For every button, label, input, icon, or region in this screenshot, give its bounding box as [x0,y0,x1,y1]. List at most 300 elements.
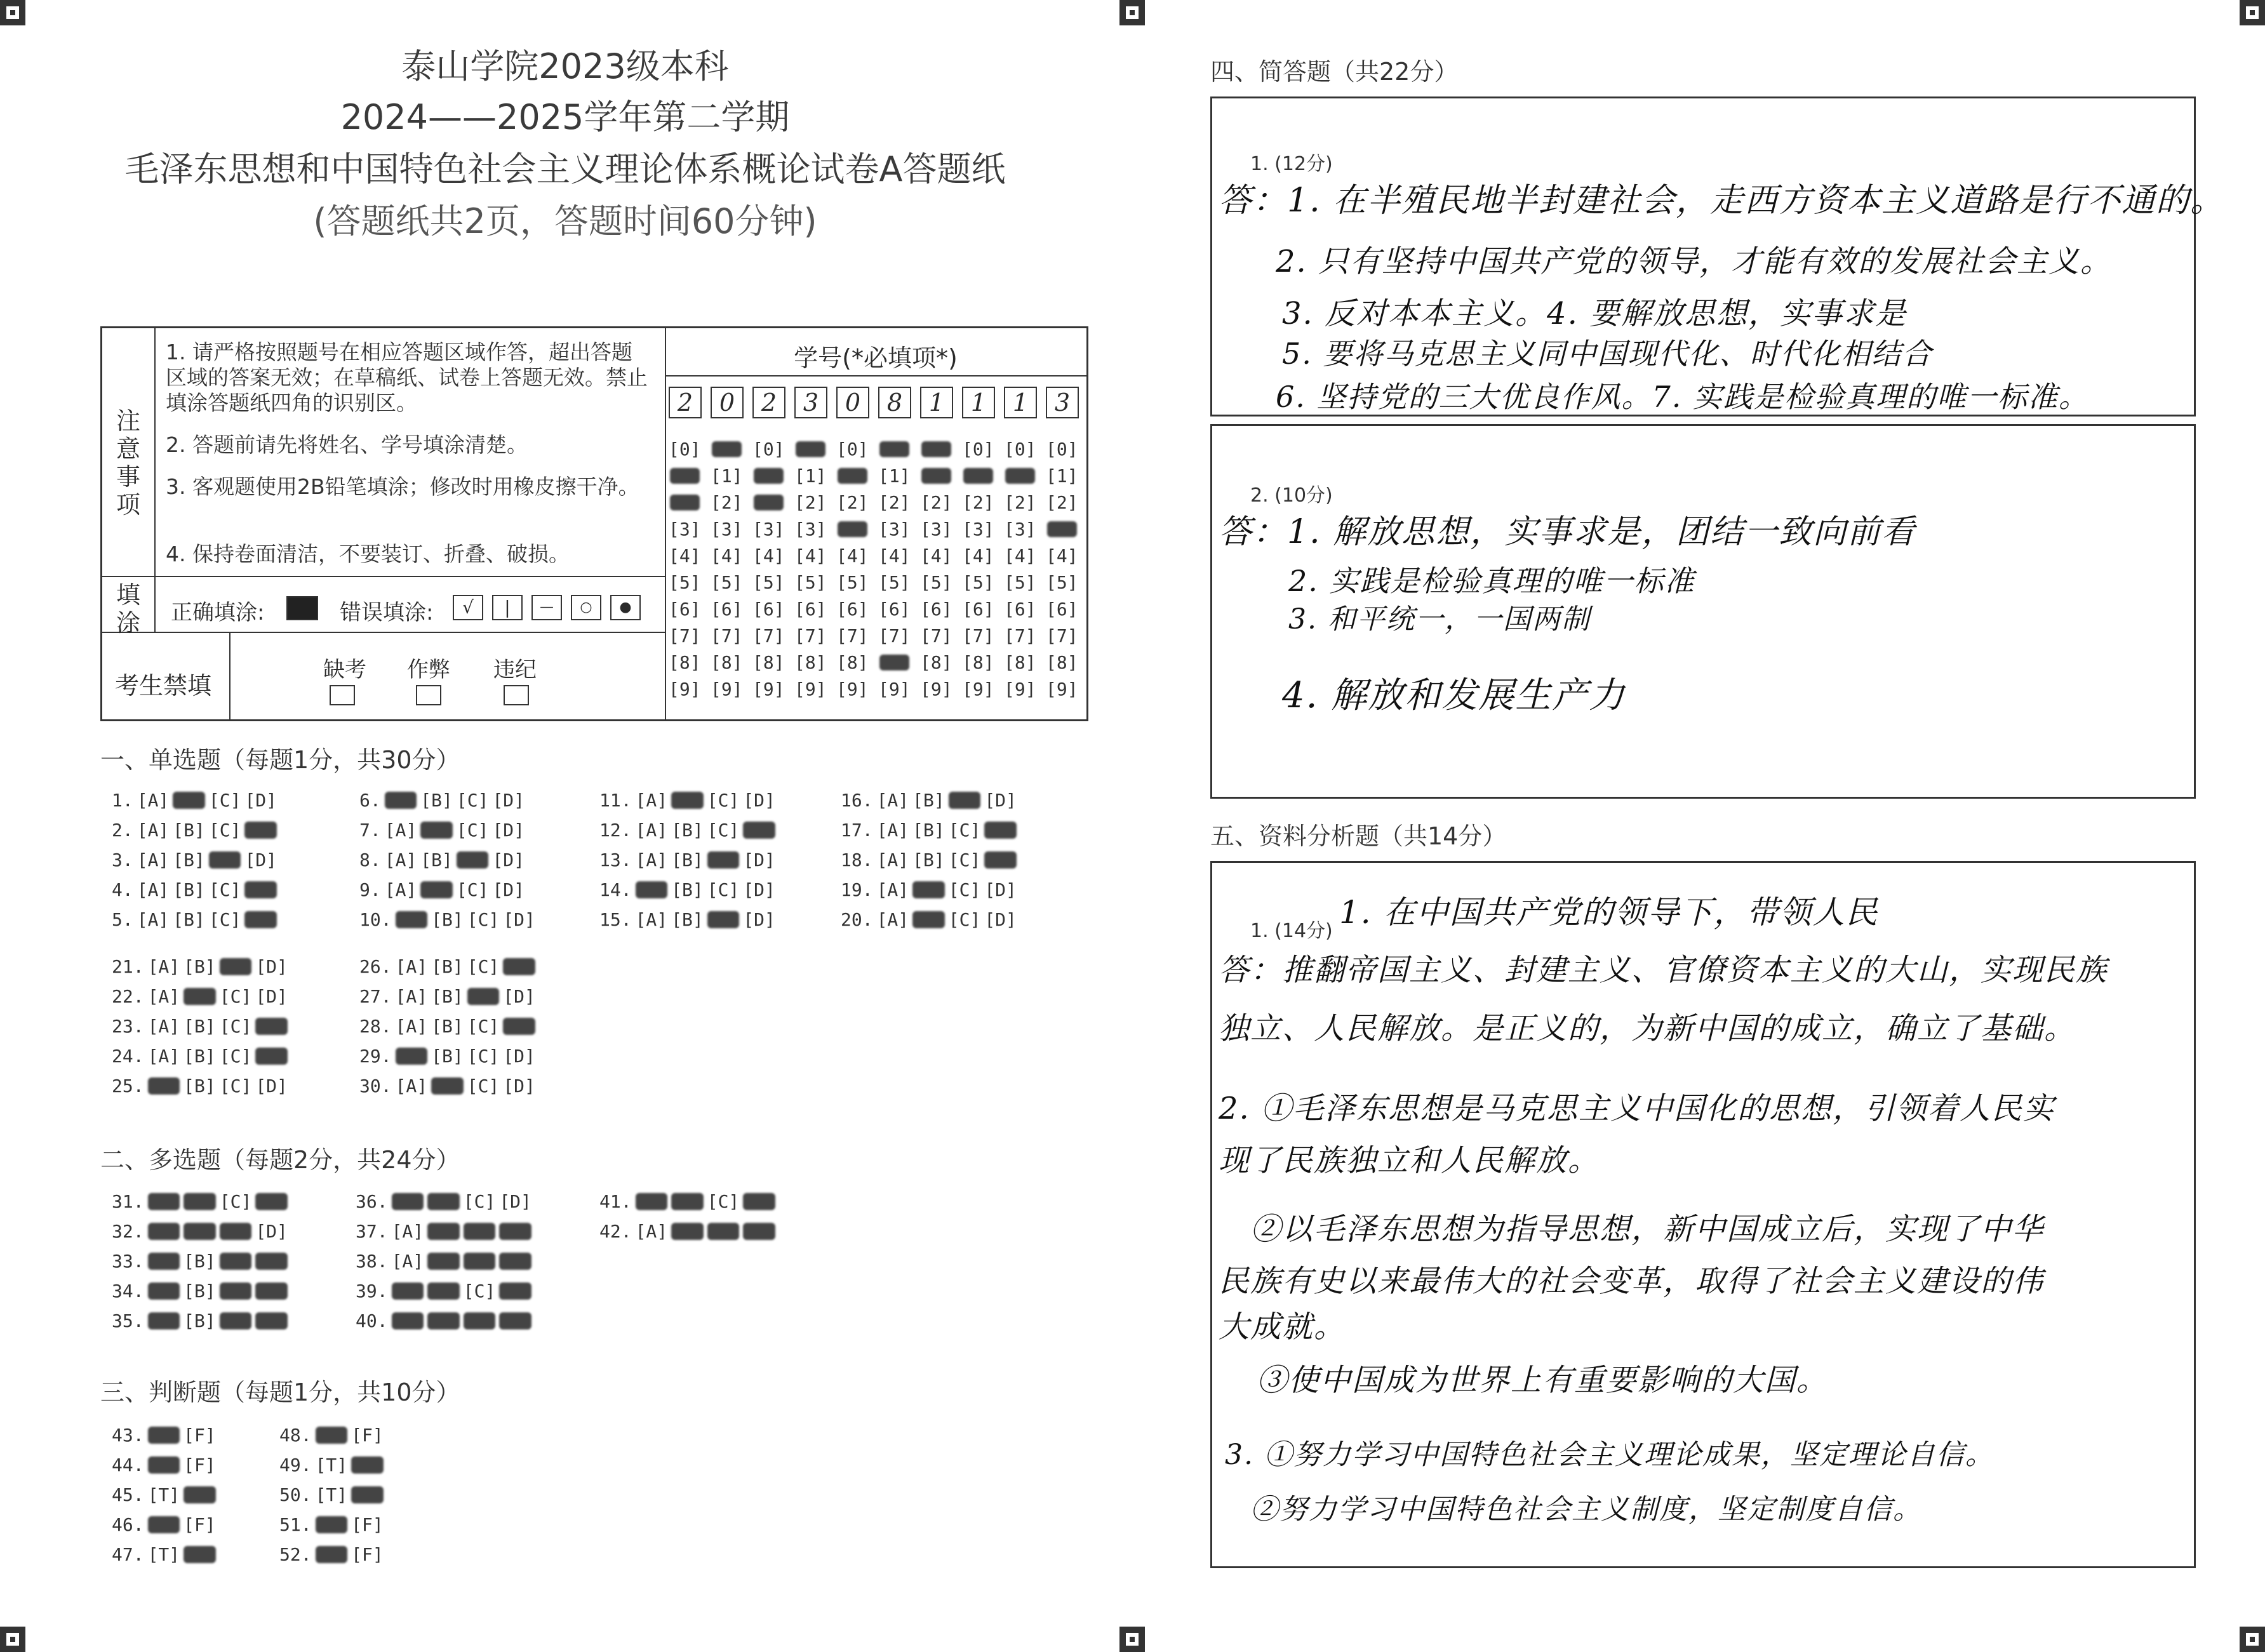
student-id-bubble[interactable]: [2] [836,492,869,513]
answer-bubble[interactable]: [A] [384,879,417,900]
student-id-bubble[interactable]: [8] [1004,652,1036,673]
student-id-bubble[interactable]: [5] [752,572,785,593]
student-id-bubble[interactable]: [9] [711,679,743,700]
answer-bubble[interactable]: [D] [503,986,535,1007]
student-id-bubble[interactable]: [9] [794,679,827,700]
answer-bubble[interactable] [499,1310,531,1331]
answer-bubble[interactable]: [C] [219,1191,252,1212]
student-id-bubble[interactable]: [6] [794,599,827,620]
student-id-bubble[interactable] [711,439,743,460]
student-id-bubble[interactable]: [7] [878,625,911,646]
answer-bubble[interactable]: [A] [876,820,909,841]
answer-bubble[interactable]: [F] [351,1425,384,1446]
answer-bubble[interactable] [707,849,740,870]
student-id-digit[interactable]: 2 [752,387,785,418]
answer-bubble[interactable]: [B] [173,849,205,870]
student-id-bubble[interactable]: [8] [836,652,869,673]
answer-bubble[interactable] [351,1455,384,1475]
answer-bubble[interactable]: [B] [173,820,205,841]
answer-bubble[interactable]: [A] [137,909,170,930]
answer-bubble[interactable]: [C] [463,1191,496,1212]
answer-bubble[interactable]: [C] [219,1016,252,1037]
student-id-bubble[interactable]: [3] [878,519,911,540]
answer-bubble[interactable] [255,1281,288,1302]
answer-bubble[interactable]: [C] [219,1076,252,1096]
student-id-bubble[interactable]: [7] [1046,625,1078,646]
answer-bubble[interactable]: [B] [431,986,464,1007]
student-id-bubble[interactable]: [4] [669,545,701,566]
answer-bubble[interactable]: [A] [147,986,180,1007]
answer-bubble[interactable]: [D] [255,1076,288,1096]
answer-bubble[interactable] [912,909,945,930]
answer-bubble[interactable]: [C] [467,956,500,977]
student-id-bubble[interactable]: [9] [752,679,785,700]
answer-bubble[interactable]: [C] [208,879,241,900]
student-id-bubble[interactable]: [0] [1004,439,1036,460]
student-id-bubble[interactable]: [4] [1046,545,1078,566]
student-id-bubble[interactable]: [3] [962,519,994,540]
student-id-bubble[interactable] [752,465,785,486]
answer-bubble[interactable] [184,986,216,1007]
answer-bubble[interactable] [984,820,1017,841]
answer-bubble[interactable]: [C] [948,849,981,870]
student-id-bubble[interactable]: [7] [711,625,743,646]
answer-bubble[interactable]: [C] [456,879,489,900]
answer-bubble[interactable]: [D] [499,1191,531,1212]
student-id-digit[interactable]: 0 [836,387,869,418]
answer-bubble[interactable]: [D] [743,849,775,870]
analysis-answer-box[interactable] [1210,861,2196,1568]
student-id-digit[interactable]: 1 [920,387,953,418]
answer-bubble[interactable]: [C] [948,879,981,900]
answer-bubble[interactable] [503,956,535,977]
student-id-bubble[interactable]: [6] [752,599,785,620]
answer-bubble[interactable]: [D] [492,879,525,900]
answer-bubble[interactable]: [A] [147,956,180,977]
answer-bubble[interactable] [148,1455,180,1475]
answer-bubble[interactable] [396,1046,428,1067]
student-id-bubble[interactable]: [4] [752,545,785,566]
answer-bubble[interactable]: [A] [137,849,170,870]
answer-bubble[interactable]: [B] [420,790,453,811]
answer-bubble[interactable] [707,1221,740,1242]
student-id-bubble[interactable]: [6] [878,599,911,620]
answer-bubble[interactable] [148,1221,180,1242]
answer-bubble[interactable] [636,879,668,900]
answer-bubble[interactable]: [A] [395,1076,428,1096]
answer-bubble[interactable]: [C] [707,1191,740,1212]
answer-bubble[interactable] [351,1484,384,1505]
answer-bubble[interactable]: [B] [431,1016,464,1037]
answer-bubble[interactable]: [A] [137,879,170,900]
answer-bubble[interactable] [464,1251,496,1272]
student-id-bubble[interactable] [794,439,827,460]
answer-bubble[interactable]: [A] [391,1251,424,1272]
answer-bubble[interactable] [427,1191,460,1212]
student-id-bubble[interactable]: [7] [1004,625,1036,646]
answer-bubble[interactable] [184,1484,216,1505]
answer-bubble[interactable]: [A] [876,909,909,930]
answer-bubble[interactable] [420,820,453,841]
student-id-digit[interactable]: 8 [878,387,911,418]
answer-bubble[interactable]: [B] [184,1076,216,1096]
answer-bubble[interactable]: [C] [467,1076,500,1096]
student-id-bubble[interactable]: [4] [1004,545,1036,566]
answer-bubble[interactable]: [F] [184,1514,216,1535]
answer-bubble[interactable] [316,1514,348,1535]
answer-bubble[interactable]: [A] [147,1046,180,1067]
student-id-bubble[interactable]: [6] [1046,599,1078,620]
student-id-bubble[interactable]: [5] [920,572,952,593]
student-id-bubble[interactable] [920,439,952,460]
student-id-bubble[interactable]: [8] [752,652,785,673]
student-id-bubble[interactable]: [9] [920,679,952,700]
student-id-bubble[interactable]: [8] [1046,652,1078,673]
answer-bubble[interactable] [499,1251,531,1272]
answer-bubble[interactable]: [B] [184,1310,216,1331]
student-id-bubble[interactable]: [5] [1004,572,1036,593]
student-id-bubble[interactable]: [0] [836,439,869,460]
student-id-bubble[interactable]: [5] [962,572,994,593]
answer-bubble[interactable]: [B] [671,909,704,930]
answer-bubble[interactable]: [A] [635,790,668,811]
answer-bubble[interactable]: [A] [384,849,417,870]
answer-bubble[interactable] [148,1425,180,1446]
answer-bubble[interactable] [255,1016,288,1037]
student-id-bubble[interactable]: [2] [878,492,911,513]
answer-bubble[interactable] [392,1310,424,1331]
answer-bubble[interactable]: [A] [395,956,428,977]
answer-bubble[interactable] [464,1221,496,1242]
student-id-bubble[interactable]: [7] [836,625,869,646]
student-id-bubble[interactable]: [5] [794,572,827,593]
answer-bubble[interactable] [184,1191,216,1212]
answer-bubble[interactable]: [C] [208,909,241,930]
answer-bubble[interactable]: [A] [395,1016,428,1037]
answer-bubble[interactable]: [D] [503,1076,535,1096]
answer-bubble[interactable]: [B] [671,820,704,841]
answer-bubble[interactable]: [B] [184,956,216,977]
absent-checkbox[interactable] [330,685,355,705]
answer-bubble[interactable]: [A] [635,820,668,841]
answer-bubble[interactable] [148,1310,180,1331]
answer-bubble[interactable]: [A] [876,879,909,900]
answer-bubble[interactable] [707,909,740,930]
answer-bubble[interactable]: [D] [255,1221,288,1242]
answer-bubble[interactable] [427,1310,460,1331]
answer-bubble[interactable]: [C] [219,1046,252,1067]
student-id-bubble[interactable]: [3] [711,519,743,540]
student-id-bubble[interactable]: [5] [836,572,869,593]
violation-checkbox[interactable] [504,685,529,705]
answer-bubble[interactable]: [C] [219,986,252,1007]
answer-bubble[interactable]: [A] [635,849,668,870]
answer-bubble[interactable] [671,1221,704,1242]
answer-bubble[interactable] [427,1251,460,1272]
answer-bubble[interactable]: [A] [635,909,668,930]
answer-bubble[interactable] [420,879,453,900]
answer-bubble[interactable] [385,790,417,811]
answer-bubble[interactable]: [T] [315,1455,348,1475]
answer-bubble[interactable]: [B] [184,1281,216,1302]
student-id-bubble[interactable]: [8] [794,652,827,673]
student-id-bubble[interactable]: [9] [1046,679,1078,700]
answer-bubble[interactable] [636,1191,668,1212]
answer-bubble[interactable] [316,1425,348,1446]
answer-bubble[interactable]: [D] [244,849,277,870]
student-id-bubble[interactable]: [2] [711,492,743,513]
student-id-bubble[interactable]: [4] [962,545,994,566]
answer-bubble[interactable]: [B] [671,849,704,870]
answer-bubble[interactable]: [B] [184,1251,216,1272]
student-id-bubble[interactable]: [1] [711,465,743,486]
answer-bubble[interactable] [255,1251,288,1272]
student-id-bubble[interactable]: [6] [1004,599,1036,620]
answer-bubble[interactable] [220,1221,252,1242]
answer-bubble[interactable] [148,1514,180,1535]
answer-bubble[interactable] [457,849,489,870]
student-id-digit[interactable]: 2 [669,387,702,418]
student-id-bubble[interactable]: [6] [711,599,743,620]
student-id-bubble[interactable]: [6] [962,599,994,620]
student-id-bubble[interactable]: [8] [962,652,994,673]
student-id-bubble[interactable]: [2] [962,492,994,513]
student-id-bubble[interactable]: [7] [794,625,827,646]
answer-bubble[interactable]: [C] [707,820,740,841]
student-id-bubble[interactable]: [3] [669,519,701,540]
answer-bubble[interactable]: [B] [671,879,704,900]
student-id-bubble[interactable]: [9] [836,679,869,700]
answer-bubble[interactable]: [F] [351,1514,384,1535]
student-id-bubble[interactable]: [7] [920,625,952,646]
student-id-bubble[interactable]: [2] [1046,492,1078,513]
student-id-bubble[interactable] [836,465,869,486]
answer-bubble[interactable] [427,1281,460,1302]
student-id-bubble[interactable]: [7] [962,625,994,646]
answer-bubble[interactable]: [A] [391,1221,424,1242]
answer-bubble[interactable] [244,820,277,841]
student-id-bubble[interactable]: [0] [1046,439,1078,460]
answer-bubble[interactable]: [D] [492,849,525,870]
answer-bubble[interactable]: [C] [948,820,981,841]
student-id-bubble[interactable] [669,492,701,513]
answer-bubble[interactable]: [C] [208,820,241,841]
student-id-bubble[interactable]: [1] [794,465,827,486]
answer-bubble[interactable] [173,790,205,811]
student-id-bubble[interactable] [669,465,701,486]
answer-bubble[interactable] [499,1221,531,1242]
answer-bubble[interactable]: [D] [984,879,1017,900]
student-id-digit[interactable]: 0 [711,387,744,418]
answer-bubble[interactable] [148,1251,180,1272]
student-id-bubble[interactable]: [9] [878,679,911,700]
answer-bubble[interactable] [503,1016,535,1037]
answer-bubble[interactable] [396,909,428,930]
answer-bubble[interactable] [912,879,945,900]
answer-bubble[interactable]: [A] [137,790,170,811]
student-id-bubble[interactable]: [8] [711,652,743,673]
student-id-bubble[interactable]: [9] [962,679,994,700]
student-id-bubble[interactable]: [7] [752,625,785,646]
answer-bubble[interactable] [392,1191,424,1212]
student-id-digit[interactable]: 1 [962,387,995,418]
student-id-bubble[interactable] [878,439,911,460]
student-id-bubble[interactable]: [0] [752,439,785,460]
answer-bubble[interactable]: [B] [184,1046,216,1067]
student-id-bubble[interactable]: [5] [711,572,743,593]
student-id-bubble[interactable]: [3] [752,519,785,540]
answer-bubble[interactable]: [F] [184,1425,216,1446]
student-id-bubble[interactable]: [5] [1046,572,1078,593]
answer-bubble[interactable]: [C] [467,1046,500,1067]
answer-bubble[interactable]: [B] [912,849,945,870]
short-answer-box-2[interactable] [1210,424,2196,799]
answer-bubble[interactable]: [B] [184,1016,216,1037]
answer-bubble[interactable]: [A] [384,820,417,841]
student-id-bubble[interactable] [920,465,952,486]
answer-bubble[interactable] [949,790,981,811]
answer-bubble[interactable] [148,1281,180,1302]
answer-bubble[interactable]: [D] [255,956,288,977]
answer-bubble[interactable]: [D] [984,909,1017,930]
answer-bubble[interactable] [244,909,277,930]
student-id-bubble[interactable] [962,465,994,486]
student-id-bubble[interactable]: [3] [1004,519,1036,540]
answer-bubble[interactable] [743,820,775,841]
answer-bubble[interactable] [255,1046,288,1067]
answer-bubble[interactable] [255,1191,288,1212]
answer-bubble[interactable] [671,790,704,811]
student-id-bubble[interactable]: [6] [669,599,701,620]
answer-bubble[interactable] [431,1076,464,1096]
student-id-bubble[interactable]: [1] [878,465,911,486]
answer-bubble[interactable]: [D] [984,790,1017,811]
student-id-bubble[interactable]: [4] [920,545,952,566]
answer-bubble[interactable]: [C] [208,790,241,811]
answer-bubble[interactable] [220,1310,252,1331]
answer-bubble[interactable] [244,879,277,900]
student-id-bubble[interactable]: [4] [836,545,869,566]
answer-bubble[interactable]: [A] [876,790,909,811]
student-id-bubble[interactable]: [1] [1046,465,1078,486]
student-id-bubble[interactable]: [7] [669,625,701,646]
answer-bubble[interactable]: [B] [912,820,945,841]
answer-bubble[interactable]: [D] [244,790,277,811]
answer-bubble[interactable]: [C] [707,790,740,811]
answer-bubble[interactable]: [D] [255,986,288,1007]
student-id-bubble[interactable]: [2] [1004,492,1036,513]
student-id-bubble[interactable]: [6] [920,599,952,620]
student-id-bubble[interactable]: [8] [669,652,701,673]
answer-bubble[interactable] [184,1544,216,1565]
answer-bubble[interactable] [392,1281,424,1302]
student-id-bubble[interactable]: [2] [920,492,952,513]
answer-bubble[interactable]: [B] [431,956,464,977]
answer-bubble[interactable]: [T] [315,1484,348,1505]
student-id-bubble[interactable] [1004,465,1036,486]
answer-bubble[interactable] [148,1076,180,1096]
student-id-bubble[interactable]: [3] [920,519,952,540]
answer-bubble[interactable]: [C] [467,909,500,930]
answer-bubble[interactable] [209,849,241,870]
short-answer-box-1[interactable] [1210,97,2225,416]
answer-bubble[interactable]: [A] [147,1016,180,1037]
answer-bubble[interactable] [316,1544,348,1565]
answer-bubble[interactable]: [T] [147,1484,180,1505]
answer-bubble[interactable]: [C] [948,909,981,930]
student-id-digit[interactable]: 3 [794,387,827,418]
answer-bubble[interactable]: [C] [456,790,489,811]
answer-bubble[interactable] [220,1281,252,1302]
answer-bubble[interactable]: [C] [467,1016,500,1037]
student-id-digit[interactable]: 3 [1046,387,1079,418]
answer-bubble[interactable] [220,956,252,977]
student-id-bubble[interactable]: [2] [794,492,827,513]
student-id-bubble[interactable]: [0] [669,439,701,460]
answer-bubble[interactable]: [C] [463,1281,496,1302]
answer-bubble[interactable]: [D] [743,790,775,811]
cheating-checkbox[interactable] [416,685,441,705]
answer-bubble[interactable]: [B] [431,1046,464,1067]
answer-bubble[interactable]: [D] [492,790,525,811]
answer-bubble[interactable] [671,1191,704,1212]
answer-bubble[interactable]: [A] [395,986,428,1007]
answer-bubble[interactable] [499,1281,531,1302]
answer-bubble[interactable]: [C] [456,820,489,841]
student-id-bubble[interactable]: [9] [669,679,701,700]
answer-bubble[interactable]: [B] [173,909,205,930]
student-id-bubble[interactable]: [5] [669,572,701,593]
answer-bubble[interactable] [743,1221,775,1242]
student-id-bubble[interactable] [878,652,911,673]
student-id-bubble[interactable]: [6] [836,599,869,620]
answer-bubble[interactable] [255,1310,288,1331]
answer-bubble[interactable]: [D] [743,909,775,930]
answer-bubble[interactable] [984,849,1017,870]
answer-bubble[interactable]: [D] [743,879,775,900]
answer-bubble[interactable]: [C] [707,879,740,900]
answer-bubble[interactable]: [F] [184,1455,216,1475]
answer-bubble[interactable]: [T] [147,1544,180,1565]
answer-bubble[interactable]: [B] [173,879,205,900]
student-id-bubble[interactable]: [0] [962,439,994,460]
student-id-bubble[interactable]: [4] [794,545,827,566]
student-id-bubble[interactable] [1046,519,1078,540]
student-id-digit[interactable]: 1 [1004,387,1037,418]
answer-bubble[interactable] [148,1191,180,1212]
answer-bubble[interactable]: [A] [137,820,170,841]
answer-bubble[interactable]: [B] [420,849,453,870]
student-id-bubble[interactable]: [9] [1004,679,1036,700]
answer-bubble[interactable]: [D] [503,909,535,930]
answer-bubble[interactable] [427,1221,460,1242]
answer-bubble[interactable] [467,986,500,1007]
answer-bubble[interactable] [220,1251,252,1272]
answer-bubble[interactable]: [F] [351,1544,384,1565]
answer-bubble[interactable] [184,1221,216,1242]
answer-bubble[interactable]: [B] [912,790,945,811]
answer-bubble[interactable] [464,1310,496,1331]
student-id-bubble[interactable]: [8] [920,652,952,673]
student-id-bubble[interactable]: [3] [794,519,827,540]
answer-bubble[interactable] [743,1191,775,1212]
answer-bubble[interactable]: [D] [503,1046,535,1067]
answer-bubble[interactable]: [D] [492,820,525,841]
student-id-bubble[interactable] [836,519,869,540]
answer-bubble[interactable]: [B] [431,909,464,930]
student-id-bubble[interactable]: [4] [711,545,743,566]
answer-bubble[interactable]: [A] [635,1221,668,1242]
